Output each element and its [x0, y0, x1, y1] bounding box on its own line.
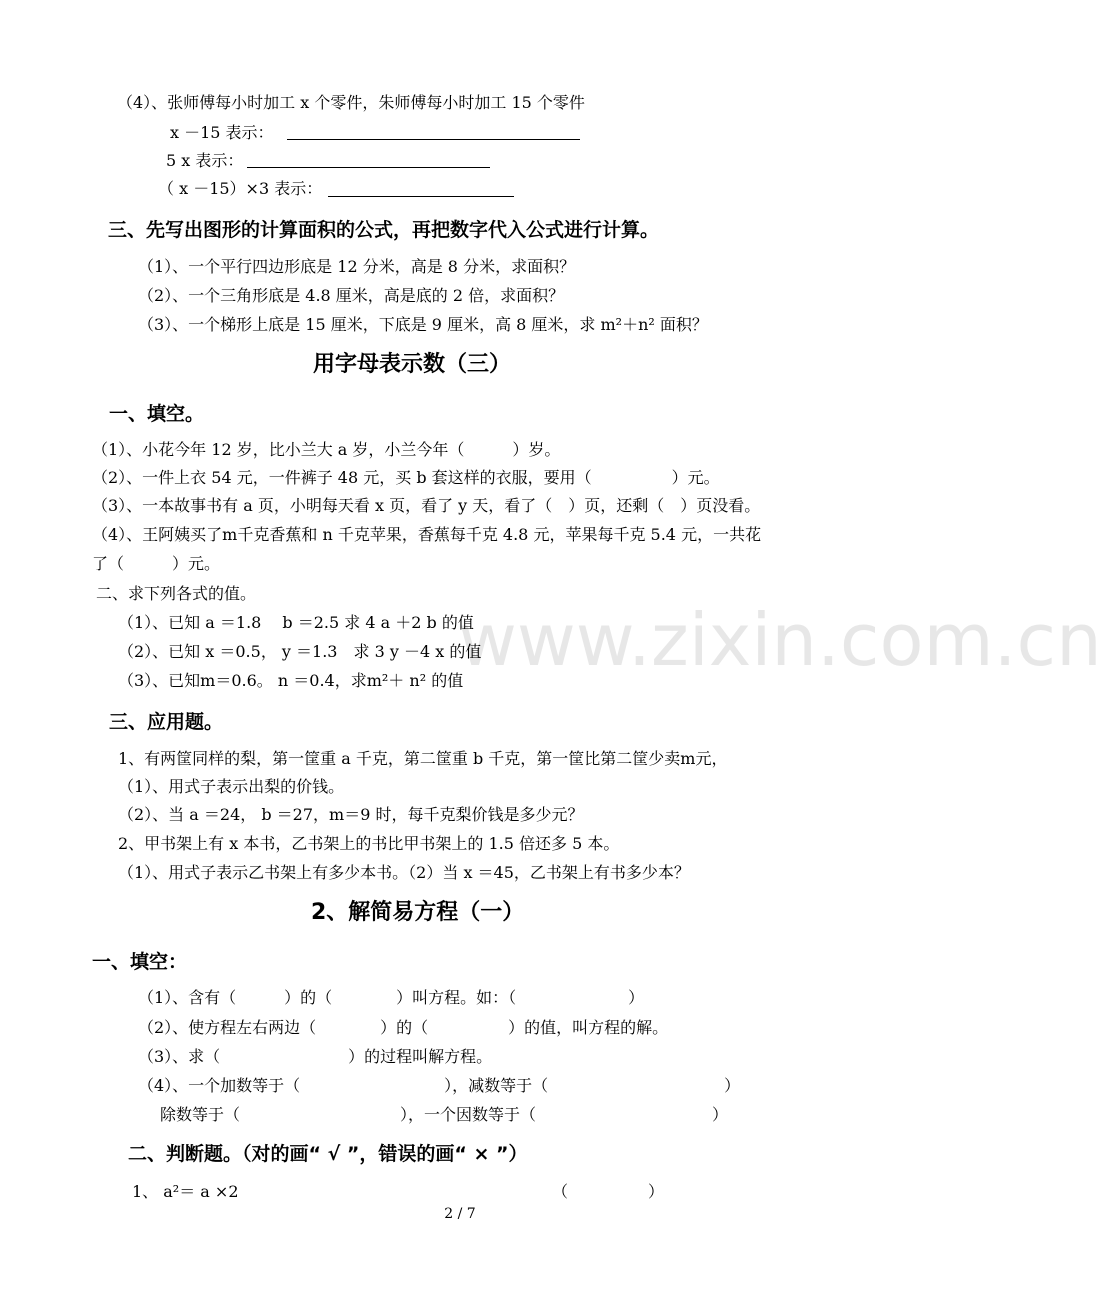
page-number: 2 / 7	[444, 1206, 476, 1222]
equation-fill-4-cont: 除数等于（ ），一个因数等于（ ）	[160, 1105, 729, 1124]
area-item-1: （1）、一个平行四边形底是 12 分米，高是 8 分米，求面积？	[138, 257, 576, 276]
answer-line-a	[287, 139, 580, 140]
equation-fill-title: 一、填空：	[92, 951, 188, 973]
eval-item-1: （1）、已知 a ＝1.8 b ＝2.5 求 4 a ＋2 b 的值	[118, 613, 474, 632]
eval-section-title: 二、求下列各式的值。	[96, 584, 257, 603]
fill-item-3: （3）、一本故事书有 a 页，小明每天看 x 页，看了 y 天，看了（ ）页，还剩（ ）页没看。	[92, 496, 761, 515]
area-item-2: （2）、一个三角形底是 4.8 厘米，高是底的 2 倍，求面积？	[138, 286, 565, 305]
answer-line-c	[328, 196, 514, 197]
question-4: （4）、张师傅每小时加工 x 个零件，朱师傅每小时加工 15 个零件	[117, 93, 585, 112]
equation-fill-4: （4）、一个加数等于（ ），减数等于（ ）	[138, 1076, 741, 1095]
application-section-title: 三、应用题。	[109, 711, 224, 733]
expr-c-label: （ x －15）×3 表示：	[158, 179, 323, 198]
app-item-2-1: （1）、用式子表示乙书架上有多少本书。（2）当 x ＝45，乙书架上有书多少本？	[118, 863, 690, 882]
equation-fill-1: （1）、含有（ ）的（ ）叫方程。如：（ ）	[138, 988, 645, 1007]
equation-fill-3: （3）、求（ ）的过程叫解方程。	[138, 1047, 493, 1066]
eval-item-2: （2）、已知 x ＝0.5， y ＝1.3 求 3 y －4 x 的值	[118, 642, 482, 661]
area-item-3: （3）、一个梯形上底是 15 厘米，下底是 9 厘米，高 8 厘米，求 m²＋n² 面积？	[138, 315, 708, 334]
expr-a-label: x －15 表示：	[170, 123, 274, 142]
fill-item-4: （4）、王阿姨买了m千克香蕉和 n 千克苹果，香蕉每千克 4.8 元，苹果每千克 5.4 元，一共花	[92, 525, 762, 544]
expr-b-label: 5 x 表示：	[166, 151, 244, 170]
equation-fill-2: （2）、使方程左右两边（ ）的（ ）的值，叫方程的解。	[138, 1018, 669, 1037]
section-area-title: 三、先写出图形的计算面积的公式，再把数字代入公式进行计算。	[108, 219, 660, 241]
fill-section-title: 一、填空。	[109, 403, 205, 425]
judge-item-1: 1、 a²＝ a ×2	[132, 1182, 239, 1201]
answer-line-b	[247, 167, 490, 168]
page-title-equations: 2、解简易方程（一）	[311, 900, 525, 925]
app-item-2: 2、甲书架上有 x 本书，乙书架上的书比甲书架上的 1.5 倍还多 5 本。	[118, 834, 620, 853]
watermark: www.zixin.com.cn	[458, 598, 1102, 682]
page-title-letters: 用字母表示数（三）	[313, 352, 512, 377]
app-item-1: 1、有两筐同样的梨，第一筐重 a 千克，第二筐重 b 千克，第一筐比第二筐少卖m元，	[118, 749, 728, 768]
app-item-1-2: （2）、当 a ＝24， b ＝27，m＝9 时，每千克梨价钱是多少元？	[118, 805, 584, 824]
judge-answer-blank: （ ）	[552, 1182, 665, 1201]
judge-section-title: 二、判断题。（对的画“ √ ”，错误的画“ × ”）	[128, 1143, 528, 1165]
eval-item-3: （3）、已知m＝0.6。 n ＝0.4，求m²＋ n² 的值	[118, 671, 464, 690]
fill-item-2: （2）、一件上衣 54 元，一件裤子 48 元，买 b 套这样的衣服，要用（ ）元。	[92, 468, 720, 487]
fill-item-1: （1）、小花今年 12 岁，比小兰大 a 岁，小兰今年（ ）岁。	[92, 440, 561, 459]
app-item-1-1: （1）、用式子表示出梨的价钱。	[118, 777, 345, 796]
fill-item-4-cont: 了（ ）元。	[92, 554, 221, 573]
